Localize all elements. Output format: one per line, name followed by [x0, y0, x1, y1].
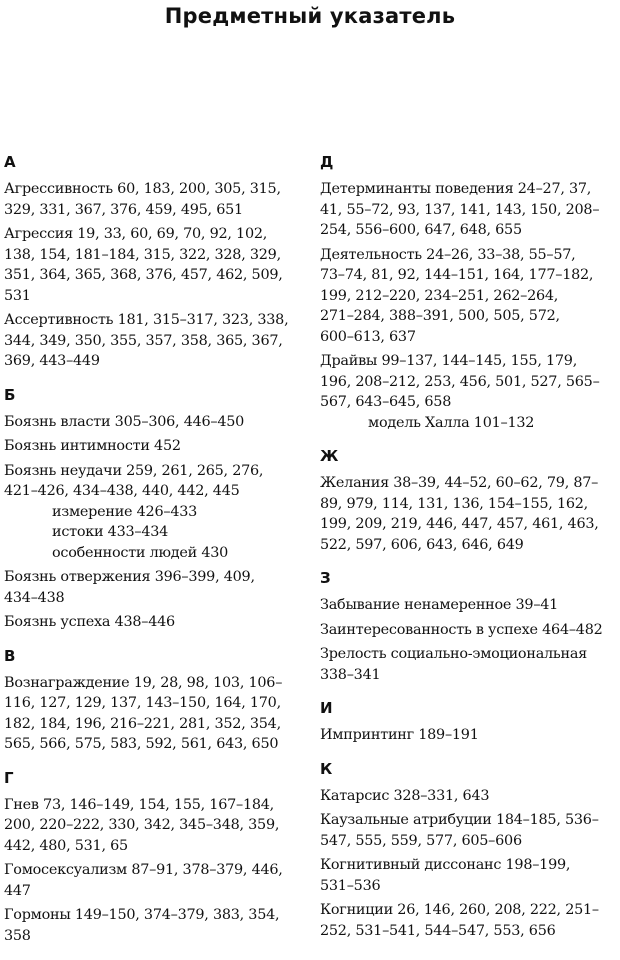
index-entry [4, 567, 306, 608]
entry-line: Боязнь неудачи 259, 261, 265, 276, [4, 462, 264, 479]
index-entry [320, 810, 618, 851]
entry-line: 89, 979, 114, 131, 136, 154–155, 162, [320, 495, 588, 512]
section-letter: Д [320, 153, 334, 171]
entry-line: Боязнь власти 305–306, 446–450 [4, 413, 245, 430]
entry-line: 567, 643–645, 658 [320, 394, 452, 410]
index-section [320, 569, 618, 685]
index-entry [4, 179, 306, 220]
entry-line: Драйвы 99–137, 144–145, 155, 179, [320, 353, 578, 369]
index-entry [4, 461, 306, 564]
entry-line: Импринтинг 189–191 [320, 727, 479, 743]
index-entry [320, 351, 618, 433]
index-entry [320, 179, 618, 241]
entry-line: 73–74, 81, 92, 144–151, 164, 177–182, [320, 267, 594, 283]
index-entry [320, 786, 618, 807]
entry-line: 199, 209, 219, 446, 447, 457, 461, 463, [320, 516, 599, 532]
index-entry [4, 673, 306, 755]
index-column-left [4, 153, 306, 960]
entry-line: 522, 597, 606, 643, 646, 649 [320, 536, 524, 553]
entry-line: 434–438 [4, 589, 65, 606]
entry-line: 600–613, 637 [320, 328, 416, 345]
index-section [320, 447, 618, 555]
entry-line: Желания 38–39, 44–52, 60–62, 79, 87– [320, 475, 599, 491]
entry-line: Деятельность 24–26, 33–38, 55–57, [320, 246, 576, 263]
entry-line: 252, 531–541, 544–547, 553, 656 [320, 922, 556, 939]
entry-line: 565, 566, 575, 583, 592, 561, 643, 650 [4, 736, 279, 752]
entry-line: 196, 208–212, 253, 456, 501, 527, 565– [320, 373, 600, 390]
entry-line: Когнитивный диссонанс 198–199, [320, 857, 571, 873]
index-entry [320, 473, 618, 555]
index-section [320, 153, 618, 433]
index-section [320, 699, 618, 746]
entry-line: 338–341 [320, 666, 381, 683]
index-entry [4, 905, 306, 946]
index-section [4, 769, 306, 947]
index-section [4, 153, 306, 372]
entry-line: Зрелость социально-эмоциональная [320, 646, 587, 662]
index-entry [320, 644, 618, 685]
entry-line: 358 [4, 927, 31, 944]
entry-line: 447 [4, 882, 31, 899]
entry-line: Гормоны 149–150, 374–379, 383, 354, [4, 907, 280, 923]
entry-line: 442, 480, 531, 65 [4, 837, 128, 854]
index-entry [4, 612, 306, 633]
entry-line: Гомосексуализм 87–91, 378–379, 446, [4, 862, 283, 878]
index-entry [4, 860, 306, 901]
index-entry [4, 224, 306, 306]
index-entry [320, 725, 618, 746]
entry-line: 369, 443–449 [4, 353, 100, 369]
entry-line: Забывание ненамеренное 39–41 [320, 597, 559, 613]
entry-line: Когниции 26, 146, 260, 208, 222, 251– [320, 902, 599, 918]
entry-line: 182, 184, 196, 216–221, 281, 352, 354, [4, 715, 281, 732]
index-entry [4, 795, 306, 857]
index-entry [4, 412, 306, 433]
entry-line: Боязнь интимности 452 [4, 438, 181, 454]
entry-line: Каузальные атрибуции 184–185, 536– [320, 812, 599, 828]
sub-entry: истоки 433–434 [52, 524, 169, 540]
entry-line: Агрессивность 60, 183, 200, 305, 315, [4, 181, 281, 197]
entry-line: Боязнь успеха 438–446 [4, 614, 175, 630]
entry-line: 547, 555, 559, 577, 605–606 [320, 832, 522, 849]
entry-line: Агрессия 19, 33, 60, 69, 70, 92, 102, [4, 226, 268, 242]
index-entry [4, 436, 306, 457]
entry-line: 421–426, 434–438, 440, 442, 445 [4, 483, 240, 499]
entry-line: 200, 220–222, 330, 342, 345–348, 359, [4, 817, 280, 833]
section-letter: З [320, 569, 331, 587]
sub-entry: модель Халла 101–132 [368, 414, 535, 431]
index-entry [320, 855, 618, 896]
entry-line: 344, 349, 350, 355, 357, 358, 365, 367, [4, 332, 283, 349]
section-letter: А [4, 153, 16, 171]
entry-line: 351, 364, 365, 368, 376, 457, 462, 509, [4, 267, 283, 283]
index-column-right [320, 153, 618, 955]
index-section [4, 386, 306, 633]
sub-entry: измерение 426–433 [52, 503, 198, 520]
sub-entry: особенности людей 430 [52, 544, 229, 561]
entry-line: 254, 556–600, 647, 648, 655 [320, 222, 522, 238]
entry-line: Катарсис 328–331, 643 [320, 787, 490, 804]
entry-line: 329, 331, 367, 376, 459, 495, 651 [4, 201, 243, 218]
section-letter: Ж [320, 447, 339, 465]
entry-line: 41, 55–72, 93, 137, 141, 143, 150, 208– [320, 201, 600, 218]
index-entry [320, 245, 618, 348]
entry-line: Гнев 73, 146–149, 154, 155, 167–184, [4, 796, 274, 813]
index-entry [320, 595, 618, 616]
section-letter: В [4, 646, 16, 665]
entry-line: 531 [4, 287, 31, 304]
index-section [320, 760, 618, 942]
entry-line: Ассертивность 181, 315–317, 323, 338, [4, 312, 289, 328]
entry-line: 271–284, 388–391, 500, 505, 572, [320, 308, 560, 324]
entry-line: 531–536 [320, 877, 381, 894]
index-entry [320, 620, 618, 641]
entry-line: 199, 212–220, 234–251, 262–264, [320, 287, 559, 304]
entry-line: 138, 154, 181–184, 315, 322, 328, 329, [4, 246, 281, 263]
entry-line: 116, 127, 129, 137, 143–150, 164, 170, [4, 695, 281, 711]
entry-line: Заинтересованность в успехе 464–482 [320, 621, 603, 638]
section-letter: Г [4, 768, 14, 787]
section-letter: И [320, 699, 333, 717]
index-entry [320, 900, 618, 941]
index-section [4, 647, 306, 755]
page-title: Предметный указатель [164, 4, 456, 28]
entry-line: Детерминанты поведения 24–27, 37, [320, 181, 592, 197]
section-letter: Б [4, 385, 16, 404]
entry-line: Боязнь отвержения 396–399, 409, [4, 569, 255, 585]
index-entry [4, 310, 306, 372]
entry-line: Вознаграждение 19, 28, 98, 103, 106– [4, 674, 283, 691]
section-letter: К [320, 759, 333, 778]
